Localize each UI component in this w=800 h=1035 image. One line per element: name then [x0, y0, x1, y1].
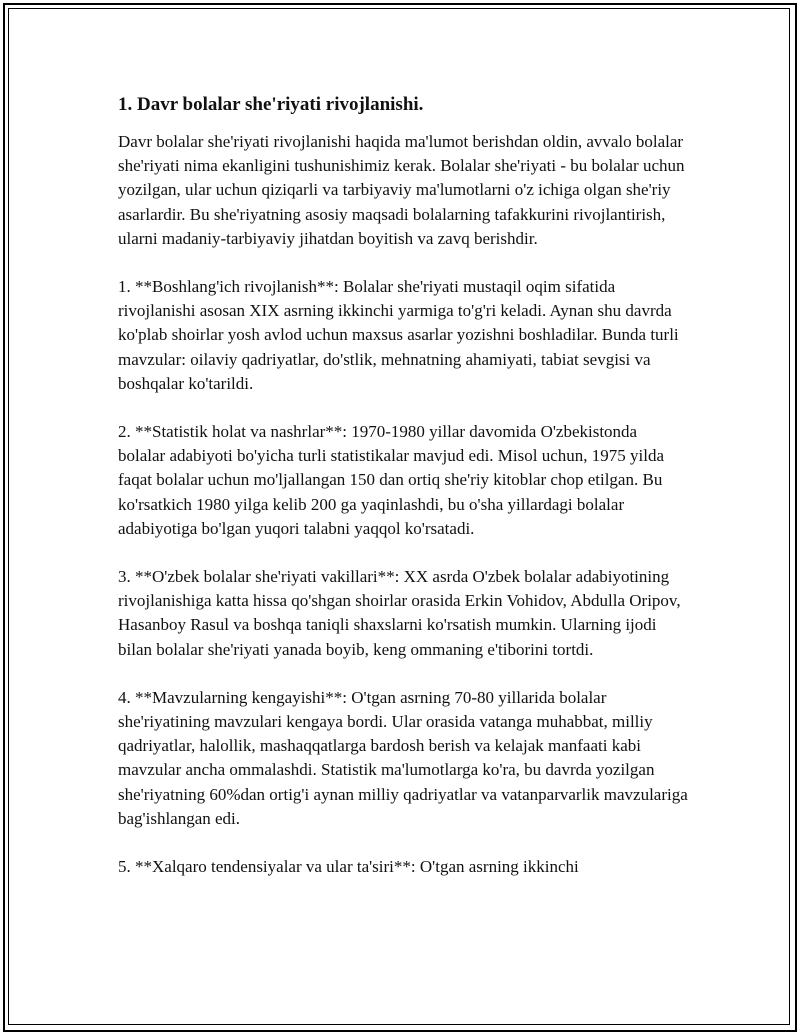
- paragraph-intro: Davr bolalar she'riyati rivojlanishi haqida ma'lumot berishdan oldin, avvalo bolalar she'riyati nima ekanligini tushunishimiz kerak. Bolalar she'riyati - bu bolalar uchun yozilgan, ular uchun qiziqarli va tarbiyaviy ma'lumotlarni o'z ichiga olgan she'riy asarlardir. Bu she'riyatning asosiy maqsadi bolalarning tafakkurini rivojlantirish, ularni madaniy-tarbiyaviy jihatdan boyitish va zavq berishdir.: [118, 132, 685, 248]
- paragraph-point-4: 4. **Mavzularning kengayishi**: O'tgan asrning 70-80 yillarida bolalar she'riyatining mavzulari kengaya bordi. Ular orasida vatanga muhabbat, milliy qadriyatlar, halollik, mashaqqatlarga bardosh berish va kelajak manfaati kabi mavzular ancha ommalashdi. Statistik ma'lumotlarga ko'ra, bu davrda yozilgan she'riyatning 60%dan ortig'i aynan milliy qadriyatlar va vatanparvarlik mavzulariga bag'ishlangan edi.: [118, 687, 688, 828]
- paragraph-point-2: 2. **Statistik holat va nashrlar**: 1970-1980 yillar davomida O'zbekistonda bolalar adabiyoti bo'yicha turli statistikalar mavjud edi. Misol uchun, 1975 yilda faqat bolalar uchun mo'ljallangan 150 dan ortiq she'riy kitoblar chop etilgan. Bu ko'rsatkich 1980 yilga kelib 200 ga yaqinlashdi, bu o'sha yillardagi bolalar adabiyotiga bo'lgan yuqori talabni yaqqol ko'rsatadi.: [118, 422, 665, 538]
- paragraph-point-5: 5. **Xalqaro tendensiyalar va ular ta'siri**: O'tgan asrning ikkinchi: [118, 857, 579, 877]
- document-body: [118, 93, 688, 879]
- section-heading: 1. Davr bolalar she'riyati rivojlanishi.: [118, 94, 424, 115]
- paragraph-point-3: 3. **O'zbek bolalar she'riyati vakillari**: XX asrda O'zbek bolalar adabiyotining rivojlanishiga katta hissa qo'shgan shoirlar orasida Erkin Vohidov, Abdulla Oripov, Hasanboy Rasul va boshqa taniqli shaxslarni ko'rsatish mumkin. Ularning ijodi bilan bolalar she'riyati yanada boyib, keng ommaning e'tiborini tortdi.: [118, 567, 681, 659]
- paragraph-point-1: 1. **Boshlang'ich rivojlanish**: Bolalar she'riyati mustaqil oqim sifatida rivojlanishi asosan XIX asrning ikkinchi yarmiga to'g'ri keladi. Aynan shu davrda ko'plab shoirlar yosh avlod uchun maxsus asarlar yozishni boshladilar. Bunda turli mavzular: oilaviy qadriyatlar, do'stlik, mehnatning ahamiyati, tabiat sevgisi va boshqalar ko'tarildi.: [118, 277, 679, 393]
